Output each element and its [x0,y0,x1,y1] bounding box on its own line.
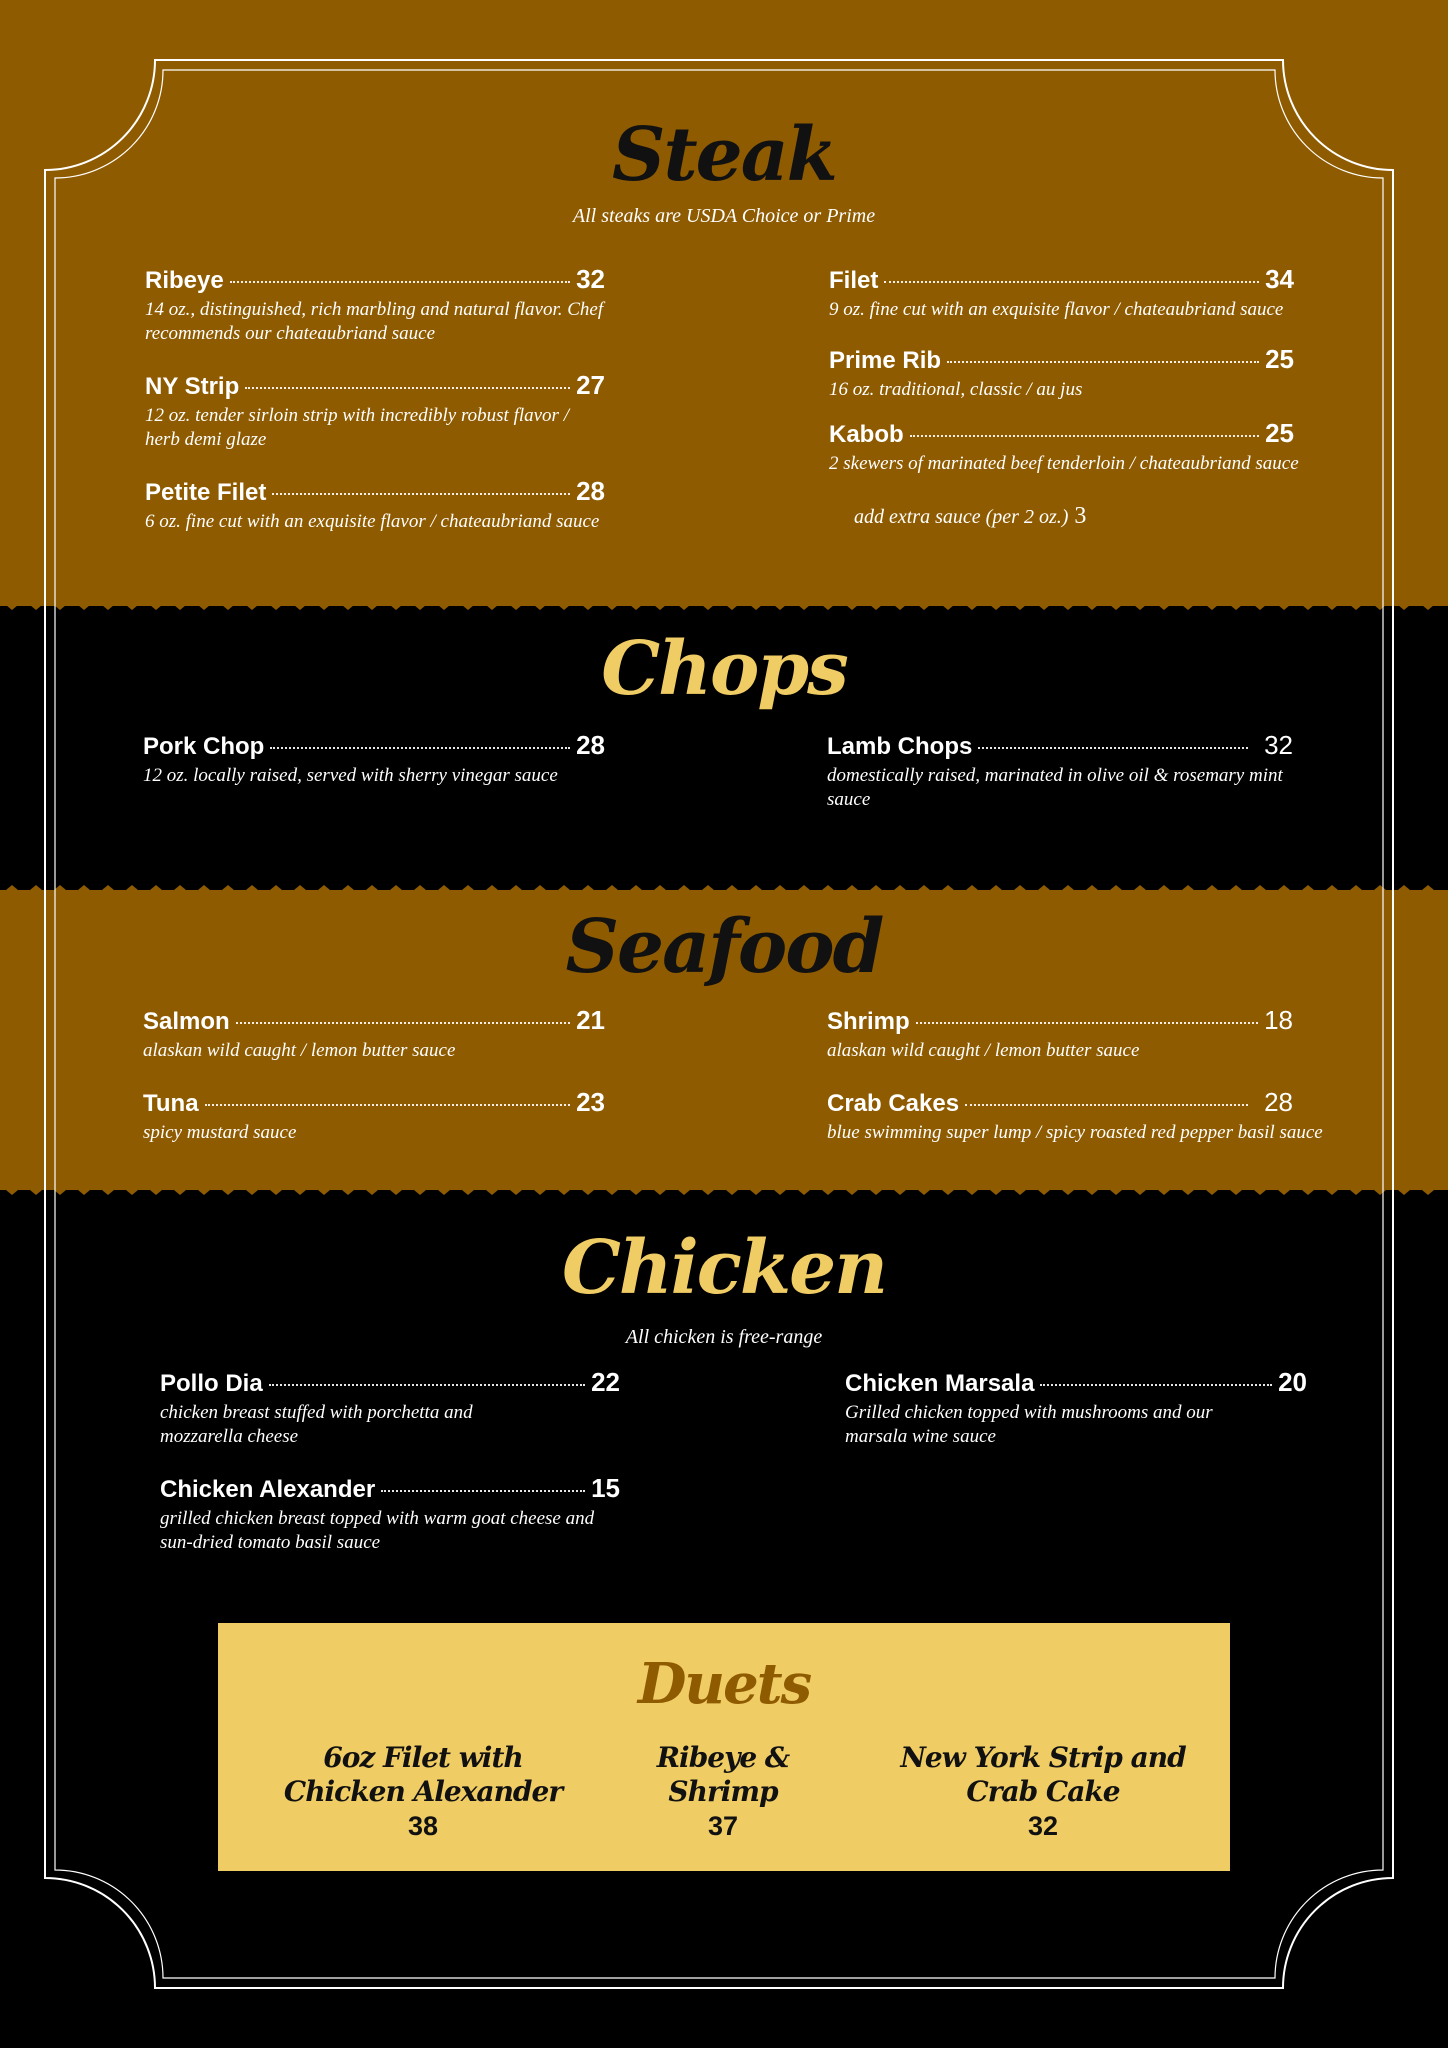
item-name: Salmon [143,1008,230,1035]
dot-leader [270,747,570,749]
item-name: Ribeye [145,267,224,294]
item-description: chicken breast stuffed with porchetta and mozzarella cheese [160,1402,473,1447]
dot-leader [230,281,570,283]
duet-price: 37 [707,1811,739,1841]
item-price: 27 [576,370,605,400]
menu-item-filet [829,264,1294,322]
duets-box [218,1623,1230,1871]
extra-sauce-label: add extra sauce (per 2 oz.) [854,506,1069,528]
item-price: 28 [576,730,605,760]
duet-name: New York Strip and Crab Cake [900,1741,1186,1808]
dot-leader [236,1022,570,1024]
menu-item-pollo-dia [160,1367,620,1449]
dot-leader [978,747,1248,749]
dot-leader [947,361,1259,363]
chops-title: Chops [601,626,847,712]
item-description: 2 skewers of marinated beef tenderloin / chateaubriand sauce [829,453,1299,474]
dot-leader [910,435,1259,437]
menu-item-chicken-alexander [160,1473,620,1555]
duets-title: Duets [637,1651,811,1717]
item-description: alaskan wild caught / lemon butter sauce [827,1040,1140,1061]
steak-title: Steak [612,112,836,198]
item-name: Petite Filet [145,479,267,506]
menu-item-shrimp [827,1005,1293,1063]
item-price: 20 [1278,1367,1307,1397]
item-price: 25 [1265,418,1294,448]
dot-leader [245,387,570,389]
item-price: 15 [591,1473,620,1503]
dot-leader [272,493,570,495]
item-description: Grilled chicken topped with mushrooms and our marsala wine sauce [845,1402,1213,1447]
item-name: Pollo Dia [160,1370,263,1397]
item-description: alaskan wild caught / lemon butter sauce [143,1040,456,1061]
dot-leader [269,1384,585,1386]
dot-leader [916,1022,1258,1024]
menu-item-salmon [143,1005,605,1063]
menu-item-ribeye [145,264,605,346]
duet-name: 6oz Filet with Chicken Alexander [283,1741,563,1808]
item-name: NY Strip [145,373,240,400]
dot-leader [884,281,1259,283]
item-price: 18 [1264,1005,1293,1035]
dot-leader [205,1104,571,1106]
item-price: 22 [591,1367,620,1397]
item-price: 34 [1265,264,1294,294]
item-description: 12 oz. tender sirloin strip with incredibly robust flavor / herb demi glaze [145,405,569,450]
menu-item-lamb-chops [827,730,1293,812]
item-description: grilled chicken breast topped with warm goat cheese and sun-dried tomato basil sauce [160,1508,595,1553]
item-description: domestically raised, marinated in olive oil & rosemary mint sauce [827,765,1283,810]
item-name: Filet [829,267,879,294]
dot-leader [381,1490,585,1492]
duet-price: 32 [1027,1811,1059,1841]
menu-item-crab-cakes [827,1087,1323,1145]
item-description: 6 oz. fine cut with an exquisite flavor / chateaubriand sauce [145,511,600,532]
menu-item-prime-rib [829,344,1294,402]
item-price: 28 [576,476,605,506]
seafood-title: Seafood [565,904,883,990]
item-name: Prime Rib [829,347,942,374]
item-price: 23 [576,1087,605,1117]
menu-item-pork-chop [143,730,605,788]
item-description: 12 oz. locally raised, served with sherry vinegar sauce [143,765,558,786]
item-price: 32 [1264,730,1293,760]
item-name: Chicken Marsala [845,1370,1035,1397]
dot-leader [965,1104,1248,1106]
item-price: 25 [1265,344,1294,374]
menu-item-tuna [143,1087,605,1145]
item-description: 16 oz. traditional, classic / au jus [829,379,1083,400]
item-name: Chicken Alexander [160,1476,376,1503]
chicken-subtitle: All chicken is free-range [625,1326,823,1348]
menu-item-kabob [829,418,1299,476]
extra-sauce-note [854,503,1086,530]
item-description: 14 oz., distinguished, rich marbling and natural flavor. Chef recommends our chateaubriand sauce [145,299,604,344]
steak-subtitle: All steaks are USDA Choice or Prime [572,205,876,227]
item-price: 32 [576,264,605,294]
menu-item-petite-filet [145,476,605,534]
item-description: 9 oz. fine cut with an exquisite flavor / chateaubriand sauce [829,299,1284,320]
menu-item-chicken-marsala [845,1367,1307,1449]
item-name: Tuna [143,1090,199,1117]
item-name: Lamb Chops [827,733,973,760]
item-name: Kabob [829,421,904,448]
duet-item-ribeye-shrimp [638,1741,808,1842]
duet-name: Ribeye & Shrimp [656,1741,790,1808]
item-description: blue swimming super lump / spicy roasted red pepper basil sauce [827,1122,1323,1143]
menu-item-ny-strip [145,370,605,452]
item-name: Crab Cakes [827,1090,960,1117]
item-name: Pork Chop [143,733,265,760]
item-name: Shrimp [827,1008,910,1035]
item-price: 21 [576,1005,605,1035]
chicken-title: Chicken [561,1225,887,1311]
duet-price: 38 [407,1811,439,1841]
duet-item-strip-crab [898,1741,1188,1842]
extra-sauce-price: 3 [1074,503,1087,529]
dot-leader [1040,1384,1272,1386]
item-description: spicy mustard sauce [143,1122,297,1143]
duet-item-filet-chicken [278,1741,568,1842]
item-price: 28 [1264,1087,1293,1117]
